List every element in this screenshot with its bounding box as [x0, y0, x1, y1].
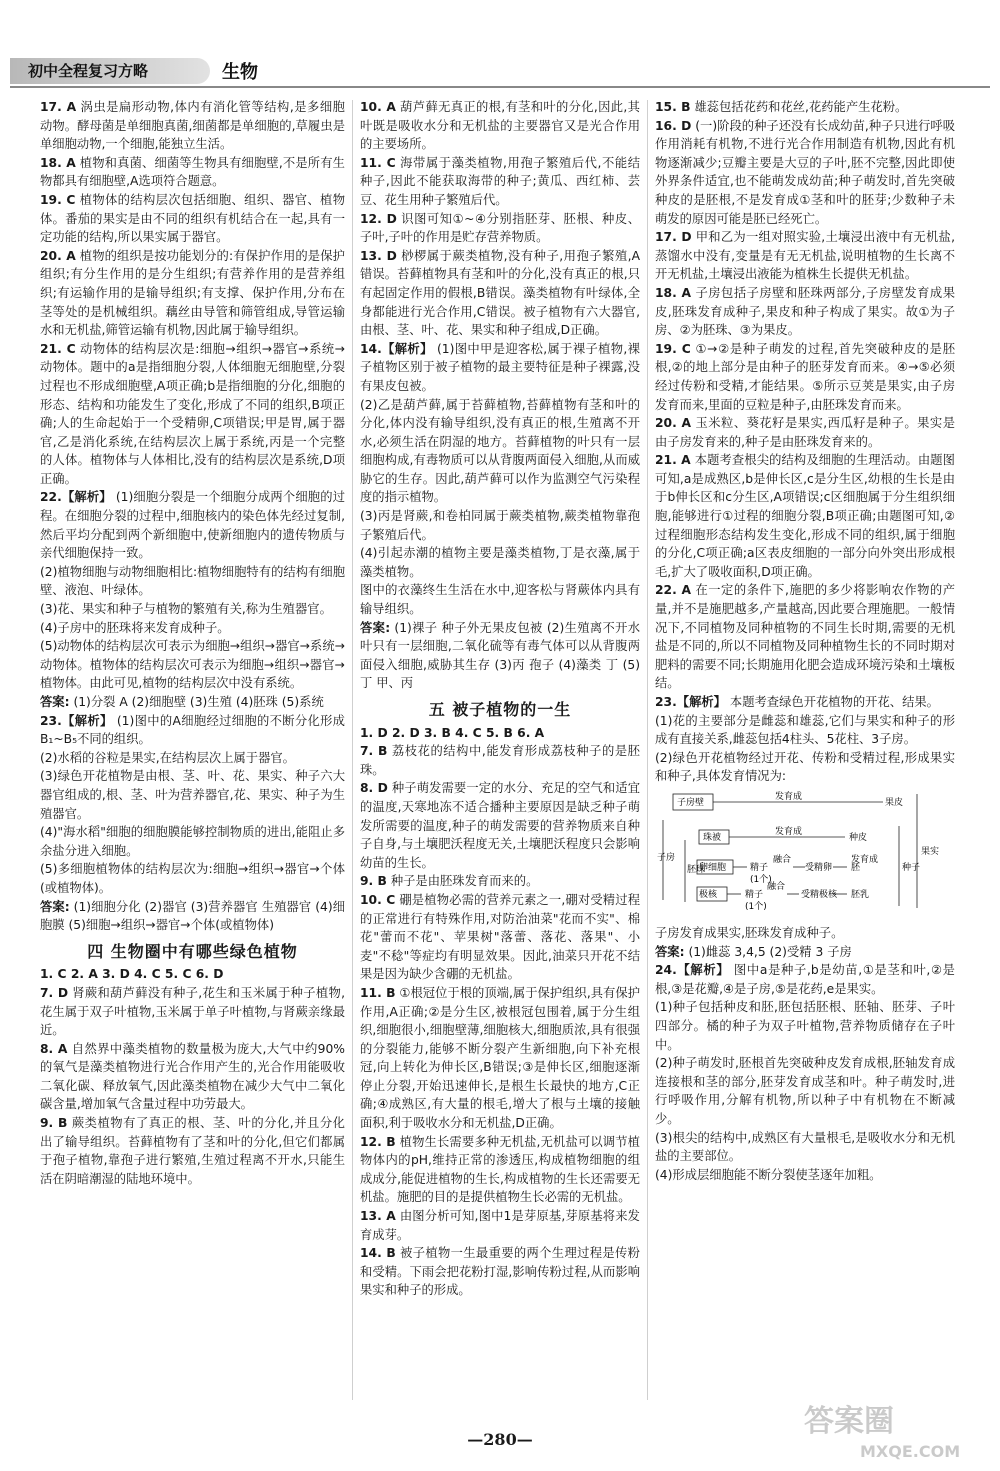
question-number: 17. A: [40, 100, 77, 114]
answer-paragraph: [40, 898, 345, 935]
answer-text: (3)丙是肾蕨,和卷柏同属于蕨类植物,蕨类植物靠孢子繁殖后代。: [360, 509, 640, 542]
answer-paragraph: [655, 414, 955, 451]
answer-text: (3)绿色开花植物是由根、茎、叶、花、果实、种子六大器官组成的,根、茎、叶为营养器官,花、果实、种子为生殖器官。: [40, 769, 345, 821]
answer-paragraph: [40, 823, 345, 860]
section-heading: 五 被子植物的一生: [428, 700, 572, 719]
diagram-label: 胚珠: [687, 864, 706, 875]
diagram-label: 子房壁: [677, 797, 705, 808]
answer-text: 植物生长需要多种无机盐,无机盐可以调节植物体内的pH,维持正常的渗透压,构成植物细胞的组成成分,能促进植物的生长,构成植物的生长还需要无机盐。施肥的目的是提供植物生长必需的无机盐。: [360, 1134, 640, 1205]
answer-text: 本题考查根尖的结构及细胞的生理活动。由题图可知,a是成熟区,b是伸长区,c是分生区,幼根的生长是由于b伸长区和c分生区,A项错误;c区细胞属于分生组织细胞,能够进行①过程的细胞分裂,B项正确;由题图可知,②过程细胞形态结构发生变化,形成不同的组织,属于细胞的分化,C项正确;a区表皮细胞的一部分向外突出形成根毛,扩大了吸收面积,D项正确。: [655, 453, 955, 579]
answer-text: 被子植物一生最重要的两个生理过程是传粉和受精。下雨会把花粉打湿,影响传粉过程,从而影响果实和种子的形成。: [360, 1246, 640, 1298]
answer-paragraph: [655, 943, 955, 962]
answer-paragraph: [40, 1114, 345, 1188]
answer-paragraph: [655, 1054, 955, 1128]
answer-text: (1)细胞分化 (2)器官 (3)营养器官 生殖器官 (4)细胞膜 (5)细胞→组织→器官→个体(或植物体): [40, 899, 345, 933]
answer-text: (1)图中甲是迎客松,属于裸子植物,裸子植物区别于被子植物的最主要特征是种子裸露,没有果皮包被。: [360, 341, 640, 393]
column-divider: [352, 100, 353, 1400]
answer-list: [40, 984, 345, 1189]
answer-paragraph: [360, 984, 640, 1133]
question-number: 18. A: [655, 285, 692, 300]
diagram-label: 发育成: [851, 854, 879, 865]
question-number: 12. D: [360, 211, 397, 226]
answer-paragraph: [655, 693, 955, 712]
answer-text: 蕨类植物有了真正的根、茎、叶的分化,并且分化出了输导组织。苔藓植物有了茎和叶的分化,但它们都属于孢子植物,靠孢子进行繁殖,生殖过程离不开水,只能生活在阴暗潮湿的陆地环境中。: [40, 1116, 345, 1186]
diagram-label: 果皮: [885, 797, 904, 808]
answer-paragraph: [655, 98, 955, 117]
answer-text: (1)雌蕊 3,4,5 (2)受精 3 子房: [688, 944, 852, 959]
answer-list: [655, 924, 955, 1184]
question-number: 答案:: [40, 899, 70, 914]
diagram-label: 珠被: [703, 832, 722, 843]
question-number: 答案:: [655, 944, 685, 959]
answer-list: [655, 98, 955, 786]
diagram-label: 胚: [851, 862, 861, 873]
answer-text: 甲和乙为一组对照实验,土壤浸出液中有无机盐,蒸馏水中没有,变量是有无无机盐,说明植物的生长离不开无机盐,土壤浸出液能为植株生长提供无机盐。: [655, 230, 955, 282]
answer-text: (3)花、果实和种子与植物的繁殖有关,称为生殖器官。: [40, 602, 332, 617]
answer-text: 自然界中藻类植物的数量极为庞大,大气中约90%的氧气是藻类植物进行光合作用产生的,光合作用能吸收二氧化碳、释放氧气,因此藻类植物在减少大气中二氧化碳含量,增加氧气含量过程中功劳最大。: [40, 1041, 345, 1112]
answer-paragraph: [40, 98, 345, 154]
answer-paragraph: [360, 507, 640, 544]
question-number: 答案:: [360, 620, 391, 635]
answer-list: [360, 742, 640, 1300]
page-number: —280—: [467, 1430, 533, 1449]
diagram-label: 精子: [745, 889, 764, 900]
answer-paragraph: [40, 860, 345, 897]
answer-paragraph: [360, 247, 640, 340]
answer-paragraph: [360, 1207, 640, 1244]
fruit-development-diagram: [655, 790, 955, 920]
answer-paragraph: [360, 98, 640, 154]
question-number: 7. B: [360, 744, 388, 759]
answer-text: (一)阶段的种子还没有长成幼苗,种子只进行呼吸作用消耗有机物,不进行光合作用制造有机物,因此有机物逐渐减少;豆瓣主要是大豆的子叶,胚不完整,因此即使外界条件适宜,也不能萌发成幼苗;种子萌发时,首先突破种皮的是胚根,不是发育成①茎和叶的胚芽;少数种子未萌发的原因可能是胚已经死亡。: [655, 118, 955, 226]
diagram-svg: [655, 790, 955, 920]
diagram-label: 胚乳: [851, 889, 870, 900]
section-heading: 四 生物圈中有哪些绿色植物: [87, 941, 298, 961]
answer-paragraph: [655, 961, 955, 998]
answer-paragraph: [655, 340, 955, 414]
answer-paragraph: [40, 637, 345, 693]
answer-paragraph: [40, 984, 345, 1040]
question-number: 14.【解析】: [360, 341, 433, 356]
diagram-label: 发育成: [775, 826, 803, 837]
page-header: [0, 0, 1000, 92]
question-number: 12. B: [360, 1134, 396, 1149]
answer-paragraph: [360, 872, 640, 891]
answer-text: 植物的组织是按功能划分的:有保护作用的是保护组织;有分生作用的是分生组织;有营养作用的是营养组织;有运输作用的是输导组织;有支撑、保护作用,分布在茎等处的是机械组织。藕丝由导管和筛管组成,导管运输水和无机盐,筛管运输有机物,因此属于输导组织。: [40, 248, 345, 338]
answer-text: 海带属于藻类植物,用孢子繁殖后代,不能结种子,因此不能获取海带的种子;黄瓜、西红柿、芸豆、花生用种子繁殖后代。: [360, 155, 640, 207]
answer-text: 在一定的条件下,施肥的多少将影响农作物的产量,并不是施肥越多,产量越高,因此要合理施肥。一般情况下,不同植物及同种植物的不同生长时期,需要的无机盐是不同的,所以不同植物及同种植物生长的不同时期对肥料的需要不同;长期施用化肥会造成环境污染和土壤板结。: [655, 583, 955, 691]
answer-paragraph: [40, 1040, 345, 1114]
answer-text: (4)引起赤潮的植物主要是藻类植物,丁是衣藻,属于藻类植物。: [360, 546, 640, 579]
answer-list: [360, 98, 640, 693]
diagram-label: 子房: [657, 852, 676, 863]
column-right: [655, 98, 955, 1428]
question-number: 11. C: [360, 155, 396, 170]
answer-text: 图中的衣藻终生生活在水中,迎客松与肾蕨体内具有输导组织。: [360, 583, 640, 617]
answer-paragraph: [360, 891, 640, 984]
answer-paragraph: [360, 1244, 640, 1300]
diagram-label: 果实: [921, 846, 940, 857]
answer-paragraph: [655, 749, 955, 786]
answer-text: 植物体的结构层次包括细胞、组织、器官、植物体。番茄的果实是由不同的组织有机结合在一起,具有一定功能的结构,所以果实属于器官。: [40, 192, 345, 245]
answer-paragraph: [655, 1166, 955, 1185]
watermark-logo: [800, 1395, 980, 1465]
answer-paragraph: [655, 451, 955, 581]
question-number: 22. A: [655, 583, 692, 598]
answer-text: 硼是植物必需的营养元素之一,硼对受精过程的正常进行有特殊作用,对防治油菜"花而不实"、棉花"蕾而不花"、苹果树"落蕾、落花、落果"、小麦"不稔"等症均有明显效果。因此,油菜只开花不结果是因为缺少含硼的无机盐。: [360, 892, 640, 982]
book-series-title: 初中全程复习方略: [28, 62, 149, 80]
answer-text: 图中a是种子,b是幼苗,①是茎和叶,②是根,③是花瓣,④是子房,⑤是花药,e是果实。: [655, 963, 955, 996]
answer-paragraph: [40, 154, 345, 191]
answer-text: (4)"海水稻"细胞的细胞膜能够控制物质的进出,能阻止多余盐分进入细胞。: [40, 825, 345, 858]
question-number: 答案:: [40, 695, 70, 709]
svg-text:MXQE.COM: MXQE.COM: [860, 1442, 961, 1461]
answer-paragraph: [40, 247, 345, 340]
answer-text: (3)根尖的结构中,成熟区有大量根毛,是吸收水分和无机盐的主要部位。: [655, 1130, 955, 1164]
answer-paragraph: [655, 117, 955, 229]
question-number: 14. B: [360, 1246, 396, 1261]
answer-paragraph: [360, 154, 640, 210]
answer-paragraph: [360, 619, 640, 693]
answer-text: (2)植物细胞与动物细胞相比:植物细胞特有的结构有细胞壁、液泡、叶绿体。: [40, 564, 345, 598]
answer-paragraph: [360, 544, 640, 581]
answer-text: (1)花的主要部分是雌蕊和雄蕊,它们与果实和种子的形成有直接关系,雌蕊包括4柱头、5花柱、3子房。: [655, 713, 955, 747]
question-number: 20. A: [40, 248, 76, 263]
answer-paragraph: [40, 767, 345, 823]
answer-text: 雄蕊包括花药和花丝,花药能产生花粉。: [694, 100, 908, 114]
answer-paragraph: [40, 749, 345, 768]
question-number: 22.【解析】: [40, 490, 112, 505]
answer-paragraph: [655, 998, 955, 1054]
diagram-label: 发育成: [775, 791, 803, 802]
answer-text: (2)种子萌发时,胚根首先突破种皮发育成根,胚轴发育成连接根和茎的部分,胚芽发育成茎和叶。种子萌发时,进行呼吸作用,分解有机物,所以种子中有机物在不断减少。: [655, 1056, 955, 1126]
diagram-label: 卵细胞: [699, 862, 727, 873]
answer-paragraph: [655, 284, 955, 340]
subject-title: 生物: [222, 62, 258, 83]
diagram-label: 极核: [699, 889, 718, 900]
answer-text: 子房发育成果实,胚珠发育成种子。: [655, 925, 844, 940]
answer-paragraph: [655, 712, 955, 749]
answer-paragraph: [360, 340, 640, 396]
question-number: 17. D: [655, 230, 692, 245]
answer-paragraph: [655, 1129, 955, 1166]
question-number: 19. C: [40, 192, 76, 207]
answer-paragraph: [40, 712, 345, 749]
answer-paragraph: [655, 924, 955, 943]
answer-paragraph: [360, 396, 640, 508]
question-number: 21. A: [655, 453, 691, 468]
question-number: 19. C: [655, 341, 691, 356]
answer-text: ①→②是种子萌发的过程,首先突破种皮的是胚根,②的地上部分是由种子的胚芽发育而来。④→⑤必须经过传粉和受精,才能结果。⑤所示豆荚是果实,由子房发育而来,里面的豆粒是种子,由胚珠发育而来。: [655, 341, 955, 412]
question-number: 20. A: [655, 416, 692, 431]
answer-text: 玉米粒、葵花籽是果实,西瓜籽是种子。果实是由子房发育来的,种子是由胚珠发育来的。: [655, 416, 955, 449]
question-number: 24.【解析】: [655, 963, 730, 978]
question-number: 7. D: [40, 985, 69, 1000]
answer-paragraph: [360, 1133, 640, 1207]
diagram-label: 种子: [902, 862, 921, 873]
answer-text: (1)种子包括种皮和胚,胚包括胚根、胚轴、胚芽、子叶四部分。橘的种子为双子叶植物,营养物质储存在子叶中。: [655, 1000, 955, 1052]
mcq-answers: 1. C 2. A 3. D 4. C 5. C 6. D: [40, 967, 224, 982]
diagram-label: 受精极核: [801, 889, 838, 900]
answer-text: 子房包括子房壁和胚珠两部分,子房壁发育成果皮,胚珠发育成种子,果皮和种子构成了果实。故①为子房、②为胚珠、③为果皮。: [655, 285, 955, 338]
question-number: 13. D: [360, 248, 397, 263]
svg-text:答案圈: 答案圈: [804, 1404, 894, 1439]
question-number: 15. B: [655, 100, 691, 114]
answer-paragraph: [40, 191, 345, 247]
answer-paragraph: [40, 600, 345, 619]
answer-text: 种子萌发需要一定的水分、充足的空气和适宜的温度,天寒地冻不适合播种主要原因是缺乏种子萌发所需要的温度,种子的萌发需要的营养物质来自种子自身,与土壤肥沃程度无关,土壤肥沃程度只会影响幼苗的生长。: [360, 781, 640, 870]
answer-text: (2)水稻的谷粒是果实,在结构层次上属于器官。: [40, 750, 295, 765]
question-number: 10. C: [360, 892, 396, 907]
answer-text: (1)图中的A细胞经过细胞的不断分化形成B₁~B₅不同的组织。: [40, 713, 345, 747]
column-middle: [360, 98, 640, 1428]
answer-text: (1)细胞分裂是一个细胞分成两个细胞的过程。在细胞分裂的过程中,细胞核内的染色体先经过复制,然后平均分配到两个新细胞中,使新细胞内的遗传物质与亲代细胞保持一致。: [40, 490, 345, 561]
answer-text: 植物和真菌、细菌等生物具有细胞壁,不是所有生物都具有细胞壁,A选项符合题意。: [40, 155, 345, 189]
question-number: 13. A: [360, 1209, 396, 1224]
answer-text: 动物体的结构层次是:细胞→组织→器官→系统→动物体。题中的a是指细胞分裂,人体细胞无细胞壁,分裂过程也不形成细胞壁,A项正确;b是指细胞的分化,细胞的形态、结构和功能发生了变化,形成了不同的组织,B项正确;人的生命起始于一个受精卵,C项错误;甲是胃,属于器官,乙是消化系统,在结构层次上属于系统,丙是一个完整的人体。植物体与人体相比,没有的结构层次是系统,D项正确。: [40, 341, 345, 486]
answer-paragraph: [40, 488, 345, 562]
question-number: 18. A: [40, 155, 76, 170]
diagram-label: 受精卵: [805, 862, 833, 873]
question-number: 10. A: [360, 100, 396, 114]
diagram-label: 融合: [773, 854, 792, 865]
answer-text: (5)动物体的结构层次可表示为细胞→组织→器官→系统→动物体。植物体的结构层次可表示为细胞→组织→器官→植物体。由此可见,植物的结构层次中没有系统。: [40, 639, 345, 691]
diagram-label: (1个): [745, 901, 767, 912]
answer-paragraph: [360, 742, 640, 779]
answer-list: [40, 98, 345, 935]
question-number: 23.【解析】: [40, 713, 113, 728]
diagram-label: 融合: [767, 881, 786, 892]
answer-text: 本题考查绿色开花植物的开花、结果。: [729, 695, 939, 709]
question-number: 9. B: [360, 874, 387, 889]
answer-text: 识图可知①~④分别指胚芽、胚根、种皮、子叶,子叶的作用是贮存营养物质。: [360, 211, 640, 245]
answer-text: (2)乙是葫芦藓,属于苔藓植物,苔藓植物有茎和叶的分化,体内没有输导组织,没有真正的根,生殖离不开水,必须生活在阴湿的地方。苔藓植物的叶只有一层细胞构成,有毒物质可以从背腹两面侵入细胞,从而威胁它的生存。因此,葫芦藓可以作为监测空气污染程度的指示植物。: [360, 397, 640, 505]
answer-text: 由图分析可知,图中1是芽原基,芽原基将来发育成芽。: [360, 1209, 640, 1242]
question-number: 11. B: [360, 985, 396, 1000]
diagram-label: (1个): [750, 874, 772, 885]
answer-text: 荔枝花的结构中,能发育形成荔枝种子的是胚珠。: [360, 744, 640, 777]
answer-text: 种子是由胚珠发育而来的。: [390, 874, 539, 889]
answer-text: 桫椤属于蕨类植物,没有种子,用孢子繁殖,A错误。苔藓植物具有茎和叶的分化,没有真正的根,只有起固定作用的假根,B错误。藻类植物有叶绿体,全身都能进行光合作用,C错误。被子植物有六大器官,由根、茎、叶、花、果实和种子组成,D正确。: [360, 248, 640, 338]
answer-text: (5)多细胞植物体的结构层次为:细胞→组织→器官→个体(或植物体)。: [40, 862, 345, 895]
answer-paragraph: [40, 340, 345, 489]
answer-text: (4)子房中的胚珠将来发育成种子。: [40, 620, 230, 635]
diagram-label: 种皮: [849, 832, 868, 843]
answer-text: (2)绿色开花植物经过开花、传粉和受精过程,形成果实和种子,具体发育情况为:: [655, 750, 955, 784]
answer-paragraph: [40, 619, 345, 638]
question-number: 8. A: [40, 1041, 68, 1056]
answer-text: 肾蕨和葫芦藓没有种子,花生和玉米属于种子植物,花生属于双子叶植物,玉米属于单子叶植物,与肾蕨亲缘最近。: [40, 985, 345, 1038]
answer-text: (4)形成层细胞能不断分裂使茎逐年加粗。: [655, 1167, 882, 1182]
answer-paragraph: [360, 210, 640, 247]
answer-text: 涡虫是扁形动物,体内有消化管等结构,是多细胞动物。酵母菌是单细胞真菌,细菌都是单细胞的,草履虫是单细胞动物,一个细胞,能独立生活。: [40, 100, 345, 152]
answer-text: (1)裸子 种子外无果皮包被 (2)生殖离不开水 叶只有一层细胞,二氧化硫等有毒气体可以从背腹两面侵入细胞,威胁其生存 (3)丙 孢子 (4)藻类 丁 (5)丁 甲、丙: [360, 620, 640, 691]
answer-text: ①根冠位于根的顶端,属于保护组织,具有保护作用,A正确;②是分生区,被根冠包围着,属于分生组织,细胞很小,细胞壁薄,细胞核大,细胞质浓,具有很强的分裂能力,能够不断分裂产生新细胞,向下补充根冠,向上转化为伸长区,B错误;③是伸长区,细胞逐渐停止分裂,开始迅速伸长,是根生长最快的地方,C正确;④成熟区,有大量的根毛,增大了根与土壤的接触面积,利于吸收水分和无机盐,D正确。: [360, 985, 640, 1131]
answer-paragraph: [40, 563, 345, 600]
header-rule: [10, 86, 990, 88]
answer-text: (1)分裂 A (2)细胞壁 (3)生殖 (4)胚珠 (5)系统: [73, 695, 324, 709]
answer-text: 葫芦藓无真正的根,有茎和叶的分化,因此,其叶既是吸收水分和无机盐的主要器官又是光合作用的主要场所。: [360, 100, 640, 152]
answer-paragraph: [360, 779, 640, 872]
question-number: 16. D: [655, 118, 692, 133]
column-left: [40, 98, 345, 1428]
mcq-answers: 1. D 2. D 3. B 4. C 5. B 6. A: [360, 725, 545, 740]
question-number: 8. D: [360, 781, 388, 796]
answer-paragraph: [655, 581, 955, 693]
answer-paragraph: [40, 693, 345, 712]
question-number: 21. C: [40, 341, 76, 356]
diagram-label: 精子: [750, 862, 769, 873]
question-number: 23.【解析】: [655, 695, 726, 709]
answer-paragraph: [655, 228, 955, 284]
answer-paragraph: [360, 581, 640, 618]
question-number: 9. B: [40, 1116, 68, 1131]
column-divider: [647, 100, 648, 1400]
